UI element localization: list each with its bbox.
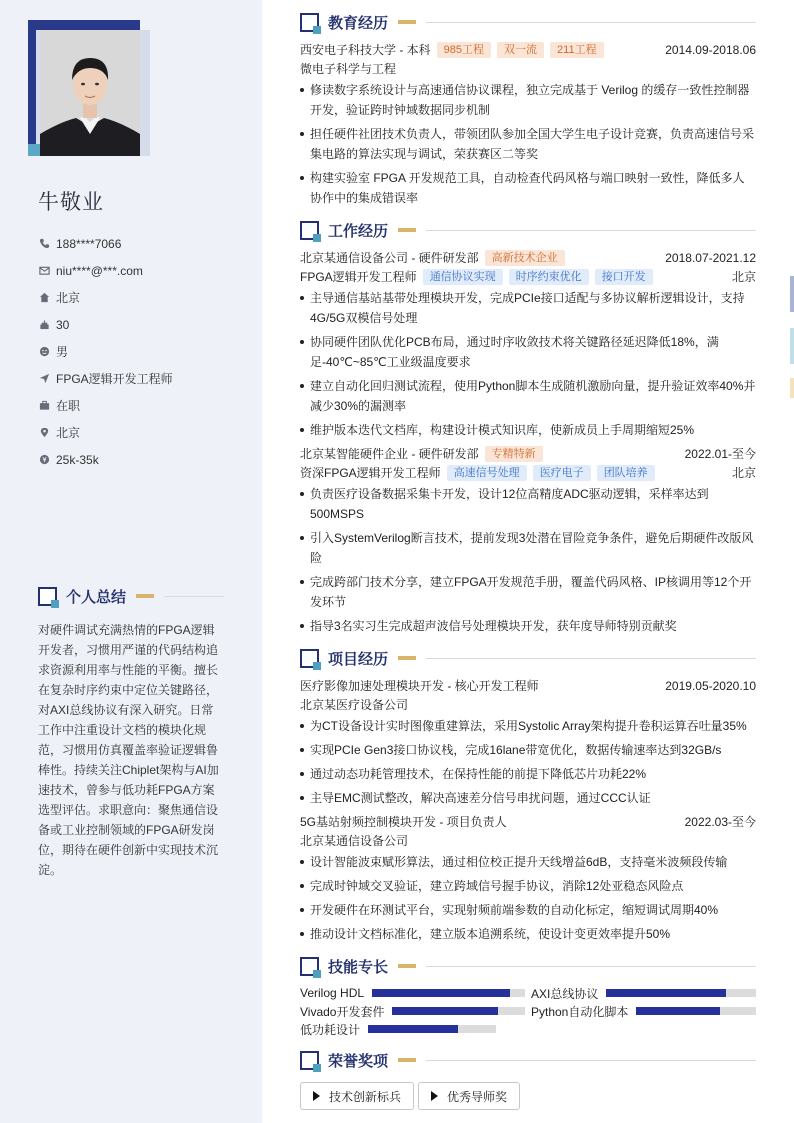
project-bullets <box>300 716 756 808</box>
position-tag: 时序约束优化 <box>509 269 589 285</box>
company-name: 北京某通信设备公司 - 硬件研发部 <box>300 251 479 265</box>
edge-mark-1 <box>790 276 794 312</box>
education-period: 2014.09-2018.06 <box>665 42 756 57</box>
photo-frame <box>28 20 151 158</box>
contact-info-list <box>38 230 248 473</box>
projects-title: 项目经历 <box>328 650 389 668</box>
skills-title: 技能专长 <box>328 958 389 976</box>
title-accent-bar <box>398 1058 416 1062</box>
work-title: 工作经历 <box>328 222 389 240</box>
skill-item <box>300 1002 525 1020</box>
honors-section <box>300 1050 756 1110</box>
job-position-row <box>300 267 756 286</box>
location-pin-icon <box>38 427 50 439</box>
phone-number: 188****7066 <box>56 236 122 251</box>
age-value: 30 <box>56 317 70 332</box>
company-name: 北京某智能硬件企业 - 硬件研发部 <box>300 447 479 461</box>
title-accent-bar <box>136 594 154 598</box>
residence-city: 北京 <box>56 291 81 305</box>
award-label: 优秀导师奖 <box>447 1089 508 1104</box>
email-address: niu****@***.com <box>56 263 143 278</box>
list-item: 主导通信基站基带处理模块开发，完成PCIe接口适配与多协议解析逻辑设计，支持4G/5G双模信号处理 <box>300 288 756 328</box>
list-item: 构建实验室 FPGA 开发规范工具，自动检查代码风格与端口映射一致性，降低多人协作中的集成错误率 <box>300 168 756 208</box>
skill-bar-fill <box>392 1007 498 1015</box>
job-position: 资深FPGA逻辑开发工程师 <box>300 466 441 480</box>
awards-list <box>300 1082 756 1110</box>
skill-bar <box>636 1007 756 1015</box>
honors-title: 荣誉奖项 <box>328 1052 389 1070</box>
job-period: 2022.01-至今 <box>684 447 756 461</box>
title-divider <box>164 596 224 597</box>
skill-item <box>531 1002 756 1020</box>
school-name: 西安电子科技大学 - 本科 <box>300 43 431 57</box>
position-tag: 通信协议实现 <box>423 269 503 285</box>
edge-mark-2 <box>790 328 794 364</box>
info-residence <box>38 284 248 311</box>
expected-salary: 25k-35k <box>56 452 99 467</box>
info-phone <box>38 230 248 257</box>
section-square-icon <box>38 587 57 606</box>
position-tag: 医疗电子 <box>533 465 591 481</box>
list-item: 完成时钟域交叉验证，建立跨域信号握手协议，消除12处亚稳态风险点 <box>300 876 756 896</box>
gender-value: 男 <box>56 345 69 359</box>
skill-bar-fill <box>368 1025 458 1033</box>
work-header <box>300 220 756 240</box>
summary-header <box>38 586 224 606</box>
avatar <box>40 30 140 156</box>
job-position-row <box>300 463 756 482</box>
work-section <box>300 220 756 636</box>
gender-icon <box>38 346 50 358</box>
list-item: 协同硬件团队优化PCB布局，通过时序收敛技术将关键路径延迟降低18%，满足-40℃~85℃工业级温度要求 <box>300 332 756 372</box>
home-icon <box>38 292 50 304</box>
title-divider <box>426 658 756 659</box>
employment-status: 在职 <box>56 399 81 413</box>
list-item: 维护版本迭代文档库，构建设计模式知识库，使新成员上手周期缩短25% <box>300 420 756 440</box>
award-badge <box>418 1082 520 1110</box>
education-bullets <box>300 80 756 208</box>
position-tag: 接口开发 <box>595 269 653 285</box>
section-square-icon <box>300 13 319 32</box>
info-email <box>38 257 248 284</box>
award-badge <box>300 1082 414 1110</box>
list-item: 担任硬件社团技术负责人，带领团队参加全国大学生电子设计竞赛，负责高速信号采集电路的算法实现与调试，荣获赛区二等奖 <box>300 124 756 164</box>
skill-bar <box>606 989 756 997</box>
title-accent-bar <box>398 20 416 24</box>
avatar-portrait <box>40 30 140 156</box>
job-period: 2018.07-2021.12 <box>665 250 756 265</box>
job-position: FPGA逻辑开发工程师 <box>300 270 417 284</box>
list-item: 实现PCIe Gen3接口协议栈，完成16lane带宽优化，数据传输速率达到32GB/s <box>300 740 756 760</box>
skill-bar-fill <box>636 1007 720 1015</box>
school-tag: 985工程 <box>437 42 491 58</box>
section-square-icon <box>300 1051 319 1070</box>
job-company-row <box>300 444 756 463</box>
section-square-icon <box>300 221 319 240</box>
skill-name: 低功耗设计 <box>300 1022 361 1037</box>
title-divider <box>426 230 756 231</box>
skill-bar-fill <box>606 989 726 997</box>
skill-bar <box>368 1025 496 1033</box>
job-city: 北京 <box>731 466 756 480</box>
project-org: 北京某医疗设备公司 <box>300 698 409 712</box>
info-status <box>38 392 248 419</box>
project-period: 2022.03-至今 <box>684 815 756 829</box>
major-name: 微电子科学与工程 <box>300 62 397 76</box>
skill-name: Verilog HDL <box>300 986 365 1000</box>
school-tag: 211工程 <box>550 42 604 58</box>
project-org-row <box>300 695 756 714</box>
title-accent-bar <box>398 228 416 232</box>
summary-section <box>38 586 224 880</box>
list-item: 推动设计文档标准化，建立版本追溯系统，使设计变更效率提升50% <box>300 924 756 944</box>
skill-name: Python自动化脚本 <box>531 1004 629 1019</box>
play-triangle-icon <box>313 1091 320 1101</box>
project-org: 北京某通信设备公司 <box>300 834 409 848</box>
list-item: 通过动态功耗管理技术，在保持性能的前提下降低芯片功耗22% <box>300 764 756 784</box>
send-icon <box>38 373 50 385</box>
skill-name: AXI总线协议 <box>531 986 599 1001</box>
photo-frame-accent <box>28 144 40 156</box>
title-accent-bar <box>398 656 416 660</box>
skill-bar <box>392 1007 525 1015</box>
skills-section <box>300 956 756 1038</box>
skill-item <box>300 984 525 1002</box>
position-tag: 高速信号处理 <box>447 465 527 481</box>
list-item: 为CT设备设计实时图像重建算法，采用Systolic Array架构提升卷积运算吞吐量35% <box>300 716 756 736</box>
education-entry <box>300 40 756 59</box>
award-label: 技术创新标兵 <box>329 1089 402 1104</box>
company-tag: 专精特新 <box>485 446 543 462</box>
list-item: 建立自动化回归测试流程，使用Python脚本生成随机激励向量，提升验证效率40%并减少30%的漏测率 <box>300 376 756 416</box>
section-square-icon <box>300 649 319 668</box>
title-divider <box>426 966 756 967</box>
summary-title: 个人总结 <box>66 588 127 606</box>
education-section <box>300 12 756 208</box>
cake-icon <box>38 319 50 331</box>
project-period: 2019.05-2020.10 <box>665 678 756 693</box>
project-row <box>300 812 756 831</box>
salary-icon <box>38 454 50 466</box>
projects-header <box>300 648 756 668</box>
job-company-row <box>300 248 756 267</box>
skills-header <box>300 956 756 976</box>
info-salary <box>38 446 248 473</box>
skill-bar <box>372 989 525 997</box>
skill-item <box>531 984 756 1002</box>
title-accent-bar <box>398 964 416 968</box>
info-target-city <box>38 419 248 446</box>
projects-section <box>300 648 756 944</box>
info-age <box>38 311 248 338</box>
mail-icon <box>38 265 50 277</box>
summary-text: 对硬件调试充满热情的FPGA逻辑开发者，习惯用严谨的代码结构追求资源利用率与性能的平衡。擅长在复杂时序约束中定位关键路径，对AXI总线协议有深入研究。日常工作中注重设计文档的模块化规范，习惯用仿真覆盖率验证逻辑鲁棒性。持续关注Chiplet架构与AI加速技术，曾参与低功耗FPGA方案选型评估。求职意向：聚焦通信设备或工业控制领域的FPGA研发岗位，期待在硬件创新中实现技术沉淀。 <box>38 623 219 877</box>
list-item: 开发硬件在环测试平台，实现射频前端参数的自动化标定，缩短调试周期40% <box>300 900 756 920</box>
title-divider <box>426 1060 756 1061</box>
briefcase-icon <box>38 400 50 412</box>
skill-bar-fill <box>372 989 510 997</box>
job-bullets <box>300 288 756 440</box>
education-header <box>300 12 756 32</box>
section-square-icon <box>300 957 319 976</box>
project-name: 医疗影像加速处理模块开发 - 核心开发工程师 <box>300 679 539 693</box>
info-gender <box>38 338 248 365</box>
list-item: 指导3名实习生完成超声波信号处理模块开发，获年度导师特别贡献奖 <box>300 616 756 636</box>
list-item: 修读数字系统设计与高速通信协议课程，独立完成基于 Verilog 的缓存一致性控制器开发，验证跨时钟域数据同步机制 <box>300 80 756 120</box>
job-city: 北京 <box>731 270 756 284</box>
honors-header <box>300 1050 756 1070</box>
company-tag: 高新技术企业 <box>485 250 565 266</box>
candidate-name: 牛敬业 <box>38 191 104 214</box>
list-item: 负责医疗设备数据采集卡开发，设计12位高精度ADC驱动逻辑，采样率达到500MSPS <box>300 484 756 524</box>
list-item: 引入SystemVerilog断言技术，提前发现3处潜在冒险竞争条件，避免后期硬件改版风险 <box>300 528 756 568</box>
project-bullets <box>300 852 756 944</box>
project-row <box>300 676 756 695</box>
main-content <box>300 12 756 1122</box>
sidebar <box>0 0 262 1123</box>
skill-item <box>300 1020 525 1038</box>
info-target-position <box>38 365 248 392</box>
list-item: 主导EMC测试整改，解决高速差分信号串扰问题，通过CCC认证 <box>300 788 756 808</box>
phone-icon <box>38 238 50 250</box>
job-bullets <box>300 484 756 636</box>
target-city: 北京 <box>56 426 81 440</box>
list-item: 设计智能波束赋形算法，通过相位校正提升天线增益6dB，支持毫米波频段传输 <box>300 852 756 872</box>
play-triangle-icon <box>431 1091 438 1101</box>
target-position: FPGA逻辑开发工程师 <box>56 372 173 386</box>
title-divider <box>426 22 756 23</box>
school-tag: 双一流 <box>497 42 544 58</box>
education-title: 教育经历 <box>328 14 389 32</box>
edge-mark-3 <box>790 378 794 398</box>
project-name: 5G基站射频控制模块开发 - 项目负责人 <box>300 815 507 829</box>
skill-name: Vivado开发套件 <box>300 1004 385 1019</box>
list-item: 完成跨部门技术分享，建立FPGA开发规范手册，覆盖代码风格、IP核调用等12个开发环节 <box>300 572 756 612</box>
project-org-row <box>300 831 756 850</box>
position-tag: 团队培养 <box>597 465 655 481</box>
skills-grid <box>300 984 756 1038</box>
education-major-row <box>300 59 756 78</box>
